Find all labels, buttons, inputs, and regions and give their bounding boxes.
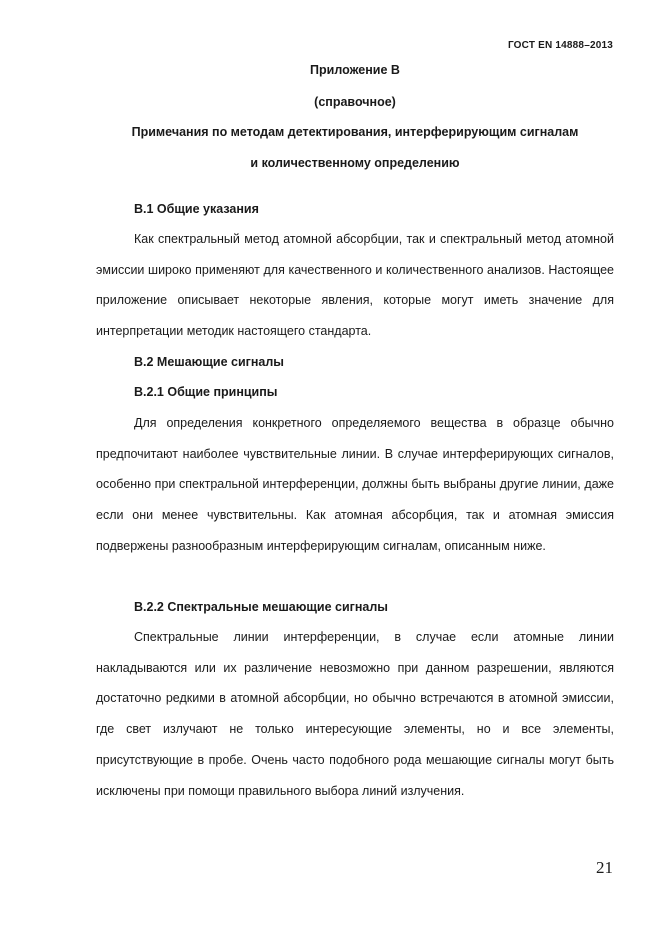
section-b22-text: Спектральные линии интерференции, в случае если атомные линии накладываются или их различение невозможно при данном разрешении, являются достаточно редкими в атомной абсорбции, но обычно встречаются в атомной эмиссии, где свет излучают не только интересующие элементы, но и все элементы, присутствующие в пробе. Очень часто подобного рода мешающие сигналы могут быть исключены при помощи правильного выбора линий излучения. (96, 630, 614, 798)
appendix-title: Приложение B (310, 63, 400, 77)
section-b1-text: Как спектральный метод атомной абсорбции, так и спектральный метод атомной эмиссии широко применяют для качественного и количественного анализов. Настоящее приложение описывает некоторые явления, которые могут иметь значение для интерпретации методик настоящего стандарта. (96, 232, 614, 339)
appendix-heading-line1: Примечания по методам детектирования, интерферирующим сигналам (131, 125, 579, 139)
standard-code: ГОСТ EN 14888–2013 (507, 40, 613, 51)
section-b21-text: Для определения конкретного определяемого вещества в образце обычно предпочитают наиболее чувствительные линии. В случае интерферирующих сигналов, особенно при спектральной интерференции, должны быть выбраны другие линии, даже если они менее чувствительны. Как атомная абсорбция, так и атомная эмиссия подвержены разнообразным интерферирующим сигналам, описанным ниже. (96, 416, 614, 553)
appendix-heading-line2: и количественному определению (250, 156, 460, 170)
page-number: 21 (596, 858, 613, 877)
section-b22-heading: B.2.2 Спектральные мешающие сигналы (134, 600, 388, 614)
section-b1-heading: B.1 Общие указания (134, 202, 259, 216)
appendix-subtitle: (справочное) (314, 95, 396, 109)
section-b21-heading: B.2.1 Общие принципы (134, 385, 278, 399)
section-b2-heading: B.2 Мешающие сигналы (134, 355, 284, 369)
